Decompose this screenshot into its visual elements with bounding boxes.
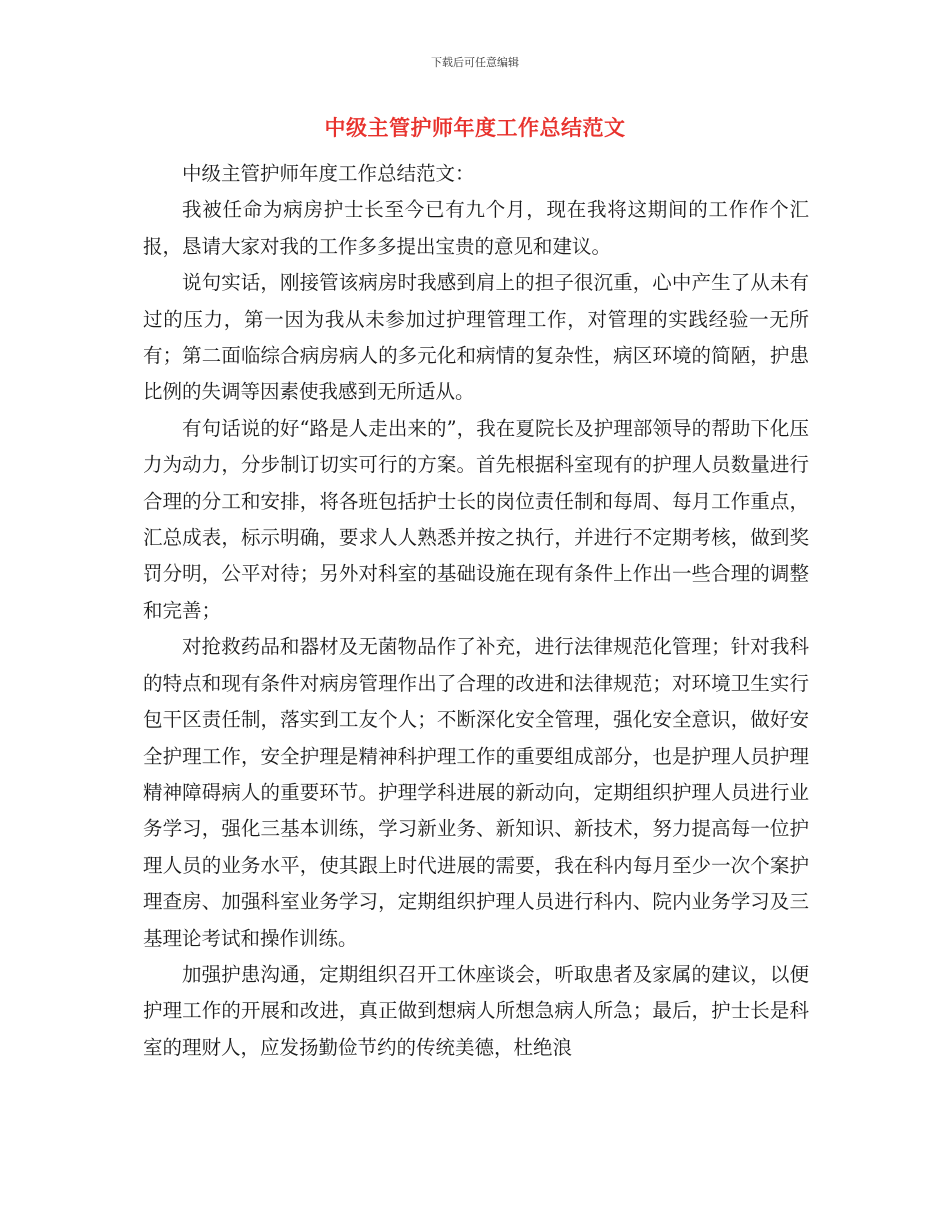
document-body [143,156,809,1066]
paragraph: 加强护患沟通，定期组织召开工休座谈会，听取患者及家属的建议，以便护理工作的开展和改进，真正做到想病人所想急病人所急；最后，护士长是科室的理财人，应发扬勤俭节约的传统美德，杜绝浪 [143,962,809,1059]
paragraph: 说句实话，刚接管该病房时我感到肩上的担子很沉重，心中产生了从未有过的压力，第一因为我从未参加过护理管理工作，对管理的实践经验一无所有；第二面临综合病房病人的多元化和病情的复杂性，病区环境的简陋，护患比例的失调等因素使我感到无所适从。 [143,271,809,404]
paragraph: 中级主管护师年度工作总结范文： [182,162,475,185]
header-note: 下载后可任意编辑 [431,56,519,69]
paragraph: 有句话说的好“路是人走出来的”，我在夏院长及护理部领导的帮助下化压力为动力，分步制订切实可行的方案。首先根据科室现有的护理人员数量进行合理的分工和安排，将各班包括护士长的岗位责任制和每周、每月工作重点，汇总成表，标示明确，要求人人熟悉并按之执行，并进行不定期考核，做到奖罚分明，公平对待；另外对科室的基础设施在现有条件上作出一些合理的调整和完善； [143,416,809,622]
paragraph: 对抢救药品和器材及无菌物品作了补充，进行法律规范化管理；针对我科的特点和现有条件对病房管理作出了合理的改进和法律规范；对环境卫生实行包干区责任制，落实到工友个人；不断深化安全管理，强化安全意识，做好安全护理工作，安全护理是精神科护理工作的重要组成部分，也是护理人员护理精神障碍病人的重要环节。护理学科进展的新动向，定期组织护理人员进行业务学习，强化三基本训练，学习新业务、新知识、新技术，努力提高每一位护理人员的业务水平，使其跟上时代进展的需要，我在科内每月至少一次个案护理查房、加强科室业务学习，定期组织护理人员进行科内、院内业务学习及三基理论考试和操作训练。 [143,635,809,950]
document-title: 中级主管护师年度工作总结范文 [324,116,626,140]
paragraph: 我被任命为病房护士长至今已有九个月，现在我将这期间的工作作个汇报，恳请大家对我的工作多多提出宝贵的意见和建议。 [143,198,809,258]
